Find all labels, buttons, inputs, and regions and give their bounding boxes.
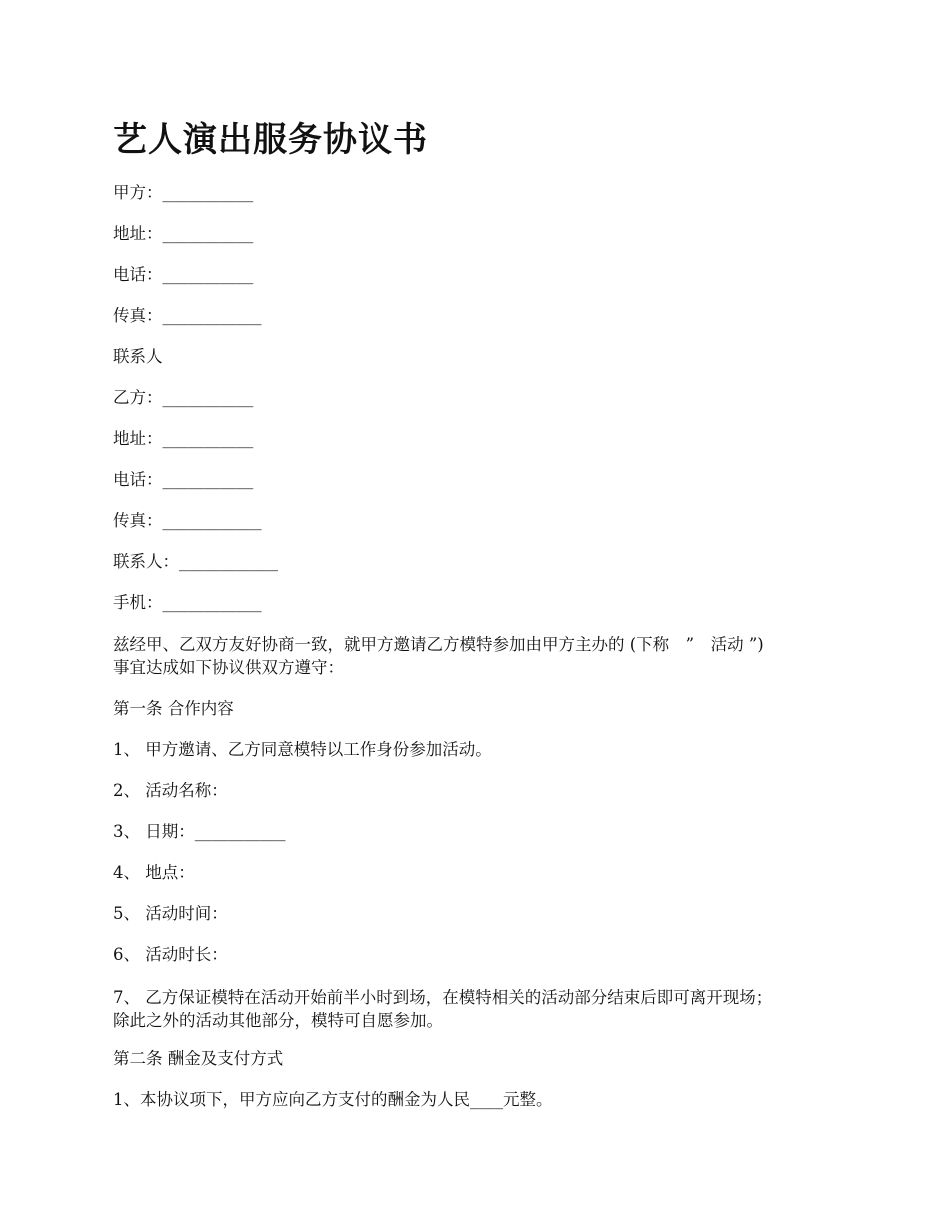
party-a-contact-field: 联系人: [113, 347, 163, 366]
clause-item: 1、 甲方邀请、乙方同意模特以工作身份参加活动。: [113, 740, 492, 759]
clause-item: 6、 活动时长：: [113, 945, 228, 964]
clause-item: 2、 活动名称：: [113, 781, 228, 800]
clause-item: 1、本协议项下，甲方应向乙方支付的酬金为人民____元整。: [113, 1090, 553, 1109]
clause-item: 4、 地点：: [113, 863, 195, 882]
clause-item-7: [113, 986, 848, 1032]
party-a-fax-field: 传真：____________: [113, 306, 262, 325]
party-b-contact-field: 联系人：____________: [113, 552, 278, 571]
party-b-mobile-field: 手机：____________: [113, 593, 262, 612]
party-b-phone-field: 电话：___________: [113, 470, 254, 489]
party-a-phone-field: 电话：___________: [113, 265, 254, 284]
article-2-heading: 第二条 酬金及支付方式: [113, 1049, 284, 1068]
intro-line: 事宜达成如下协议供双方遵守：: [113, 658, 344, 677]
party-a-address-field: 地址：___________: [113, 224, 254, 243]
clause-line: 除此之外的活动其他部分，模特可自愿参加。: [113, 1011, 443, 1030]
clause-item: 3、 日期：___________: [113, 822, 286, 841]
intro-paragraph: [113, 633, 848, 679]
party-a-name-field: 甲方：___________: [113, 183, 254, 202]
document-title: 艺人演出服务协议书: [113, 120, 428, 160]
clause-line: 7、 乙方保证模特在活动开始前半小时到场，在模特相关的活动部分结束后即可离开现场；: [113, 988, 773, 1007]
clause-item: 5、 活动时间：: [113, 904, 228, 923]
party-b-fax-field: 传真：____________: [113, 511, 262, 530]
party-b-address-field: 地址：___________: [113, 429, 254, 448]
article-1-heading: 第一条 合作内容: [113, 699, 234, 718]
party-b-name-field: 乙方：___________: [113, 388, 254, 407]
intro-line: 兹经甲、乙双方友好协商一致，就甲方邀请乙方模特参加由甲方主办的 (下称 ” 活动 ”): [113, 635, 764, 654]
